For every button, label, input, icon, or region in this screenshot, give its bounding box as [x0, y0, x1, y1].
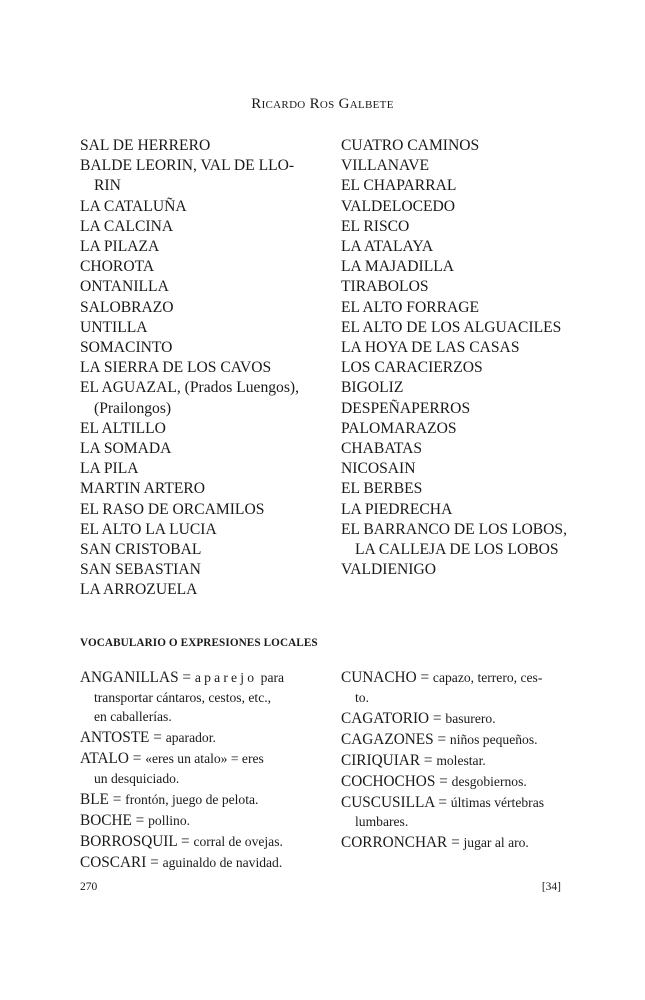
- place-name-text: ONTANILLA: [80, 278, 169, 296]
- place-name-text: MARTIN ARTERO: [80, 480, 206, 498]
- vocabulary-definition-continuation: transportar cántaros, cestos, etc.,: [94, 689, 272, 705]
- place-name-text: VILLANAVE: [341, 157, 430, 175]
- vocabulary-term: ANTOSTE =: [80, 729, 166, 746]
- vocabulary-term: CUSCUSILLA =: [341, 793, 451, 811]
- place-name-text: LA PILAZA: [80, 238, 160, 256]
- place-name-item: [341, 338, 581, 358]
- place-name-item: [341, 156, 581, 176]
- place-name-item: [80, 197, 330, 217]
- place-name-text: LOS CARACIERZOS: [341, 359, 483, 377]
- vocabulary-definition: niños pequeños.: [449, 731, 538, 747]
- vocabulary-entry: [341, 793, 581, 832]
- place-name-text: EL AGUAZAL, (Prados Luengos),: [80, 379, 299, 397]
- vocabulary-entry: [80, 728, 330, 748]
- place-name-item: [80, 520, 330, 540]
- section-heading: VOCABULARIO O EXPRESIONES LOCALES: [80, 637, 318, 649]
- place-name-text: UNTILLA: [80, 318, 148, 336]
- vocabulary-definition: jugar al aro.: [463, 835, 529, 850]
- place-name-item: [80, 136, 330, 156]
- place-name-item: [80, 560, 330, 580]
- vocabulary-entry: [341, 833, 581, 853]
- place-name-text: PALOMARAZOS: [341, 419, 457, 437]
- vocabulary-definition: «eres un atalo» = eres: [145, 751, 264, 766]
- vocabulary-term: BORROSQUIL =: [80, 832, 194, 850]
- place-name-item: [80, 479, 330, 499]
- vocabulary-term: CUNACHO =: [341, 669, 433, 686]
- vocabulary-term: CORRONCHAR =: [341, 834, 464, 851]
- place-name-text: BIGOLIZ: [341, 379, 404, 397]
- place-name-item: [341, 560, 581, 580]
- place-name-item: [341, 399, 581, 419]
- place-name-item: [341, 257, 581, 277]
- place-name-continuation: LA CALLEJA DE LOS LOBOS: [355, 541, 559, 559]
- vocabulary-term: COSCARI =: [80, 853, 163, 871]
- place-name-item: [341, 318, 581, 338]
- vocabulary-definition: capazo, terrero, ces-: [432, 670, 543, 685]
- place-name-text: LA PILA: [80, 460, 139, 478]
- vocabulary-right-column: [341, 668, 581, 854]
- vocabulary-definition: molestar.: [436, 752, 486, 768]
- place-name-text: EL BARRANCO DE LOS LOBOS,: [341, 520, 567, 538]
- place-name-item: [80, 419, 330, 439]
- place-name-text: EL CHAPARRAL: [341, 177, 457, 195]
- place-name-item: [341, 358, 581, 378]
- place-name-item: [341, 479, 581, 499]
- place-name-item: [80, 540, 330, 560]
- place-name-item: [80, 277, 330, 297]
- place-name-item: [341, 237, 581, 257]
- vocabulary-entry: [80, 832, 330, 852]
- place-name-item: [341, 520, 581, 560]
- place-name-item: [80, 338, 330, 358]
- vocabulary-definition: aparador.: [165, 730, 216, 745]
- place-name-text: EL ALTILLO: [80, 419, 166, 437]
- vocabulary-entry: [341, 772, 581, 792]
- place-name-text: EL RASO DE ORCAMILOS: [80, 500, 265, 518]
- place-name-text: EL BERBES: [341, 480, 423, 498]
- place-name-item: [80, 358, 330, 378]
- vocabulary-definition: pollino.: [148, 812, 191, 828]
- vocabulary-definition-tail: para: [257, 670, 285, 685]
- place-name-text: SALOBRAZO: [80, 298, 174, 316]
- place-name-item: [341, 197, 581, 217]
- bracket-page-number: [34]: [541, 881, 561, 893]
- place-name-text: LA MAJADILLA: [341, 258, 455, 276]
- place-name-text: SAL DE HERRERO: [80, 137, 211, 154]
- vocabulary-term: CAGATORIO =: [341, 709, 446, 727]
- vocabulary-definition-continuation: to.: [355, 689, 369, 705]
- vocabulary-definition-continuation: en caballerías.: [94, 709, 172, 724]
- vocabulary-term: ANGANILLAS =: [80, 669, 195, 686]
- place-name-text: LA PIEDRECHA: [341, 500, 453, 518]
- vocabulary-entry: [80, 790, 330, 810]
- place-name-text: LA ARROZUELA: [80, 581, 198, 599]
- place-name-text: LA SIERRA DE LOS CAVOS: [80, 359, 272, 377]
- place-name-item: [80, 500, 330, 520]
- running-head: Ricardo Ros Galbete: [251, 96, 394, 112]
- vocabulary-definition: últimas vértebras: [450, 794, 545, 810]
- place-name-item: [80, 378, 330, 418]
- vocabulary-entry: [341, 730, 581, 750]
- place-name-text: SAN SEBASTIAN: [80, 561, 201, 579]
- vocabulary-definition: aparejo: [194, 670, 258, 685]
- place-name-text: VALDELOCEDO: [341, 197, 456, 215]
- place-name-item: [80, 156, 330, 196]
- place-name-item: [80, 439, 330, 459]
- place-name-text: CUATRO CAMINOS: [341, 137, 480, 154]
- vocabulary-definition: corral de ovejas.: [193, 833, 283, 849]
- vocabulary-entry: [80, 853, 330, 873]
- place-name-item: [341, 378, 581, 398]
- place-name-item: [80, 459, 330, 479]
- place-name-text: EL ALTO LA LUCIA: [80, 520, 217, 538]
- place-names-left-column: [80, 136, 330, 601]
- vocabulary-term: BOCHE =: [80, 811, 149, 829]
- place-name-item: [80, 318, 330, 338]
- vocabulary-entry: [341, 668, 581, 707]
- place-name-text: EL RISCO: [341, 217, 410, 235]
- place-name-text: EL ALTO FORRAGE: [341, 298, 480, 316]
- place-name-text: CHOROTA: [80, 258, 155, 276]
- vocabulary-entry: [341, 709, 581, 729]
- place-name-item: [341, 419, 581, 439]
- place-name-text: LA SOMADA: [80, 440, 172, 458]
- vocabulary-term: BLE =: [80, 790, 126, 808]
- place-name-item: [80, 298, 330, 318]
- place-name-item: [341, 277, 581, 297]
- place-name-item: [341, 439, 581, 459]
- vocabulary-entry: [341, 751, 581, 771]
- place-name-text: LA CALCINA: [80, 217, 174, 235]
- vocabulary-definition: aguinaldo de navidad.: [162, 854, 283, 870]
- place-name-text: LA CATALUÑA: [80, 197, 187, 215]
- place-name-item: [341, 136, 581, 156]
- place-name-text: LA ATALAYA: [341, 238, 434, 256]
- vocabulary-definition: basurero.: [445, 710, 496, 726]
- place-name-continuation: (Prailongos): [94, 399, 172, 417]
- vocabulary-definition-continuation: lumbares.: [355, 814, 409, 829]
- vocabulary-definition-continuation: un desquiciado.: [94, 770, 180, 786]
- vocabulary-definition: desgobiernos.: [451, 773, 527, 789]
- vocabulary-term: CIRIQUIAR =: [341, 751, 437, 769]
- place-name-item: [80, 217, 330, 237]
- place-name-text: LA HOYA DE LAS CASAS: [341, 339, 520, 357]
- place-name-text: TIRABOLOS: [341, 278, 429, 296]
- place-name-item: [341, 298, 581, 318]
- place-name-text: CHABATAS: [341, 440, 423, 458]
- place-name-text: VALDIENIGO: [341, 561, 436, 579]
- place-name-item: [341, 176, 581, 196]
- place-name-text: BALDE LEORIN, VAL DE LLO-: [80, 157, 295, 175]
- vocabulary-entry: [80, 811, 330, 831]
- place-name-item: [341, 217, 581, 237]
- vocabulary-term: ATALO =: [80, 750, 146, 767]
- page-number: 270: [80, 881, 98, 893]
- place-name-item: [80, 580, 330, 600]
- vocabulary-left-column: [80, 668, 330, 874]
- place-name-text: SAN CRISTOBAL: [80, 541, 202, 559]
- place-names-right-column: [341, 136, 581, 580]
- vocabulary-term: COCHOCHOS =: [341, 772, 452, 790]
- vocabulary-entry: [80, 749, 330, 788]
- place-name-text: NICOSAIN: [341, 460, 416, 478]
- place-name-item: [80, 257, 330, 277]
- place-name-text: SOMACINTO: [80, 339, 173, 357]
- place-name-item: [341, 459, 581, 479]
- place-name-item: [80, 237, 330, 257]
- vocabulary-entry: [80, 668, 330, 727]
- vocabulary-term: CAGAZONES =: [341, 730, 450, 748]
- place-name-text: EL ALTO DE LOS ALGUACILES: [341, 318, 562, 336]
- vocabulary-definition: frontón, juego de pelota.: [125, 791, 259, 807]
- place-name-text: DESPEÑAPERROS: [341, 399, 471, 417]
- place-name-continuation: RIN: [94, 177, 121, 195]
- place-name-item: [341, 500, 581, 520]
